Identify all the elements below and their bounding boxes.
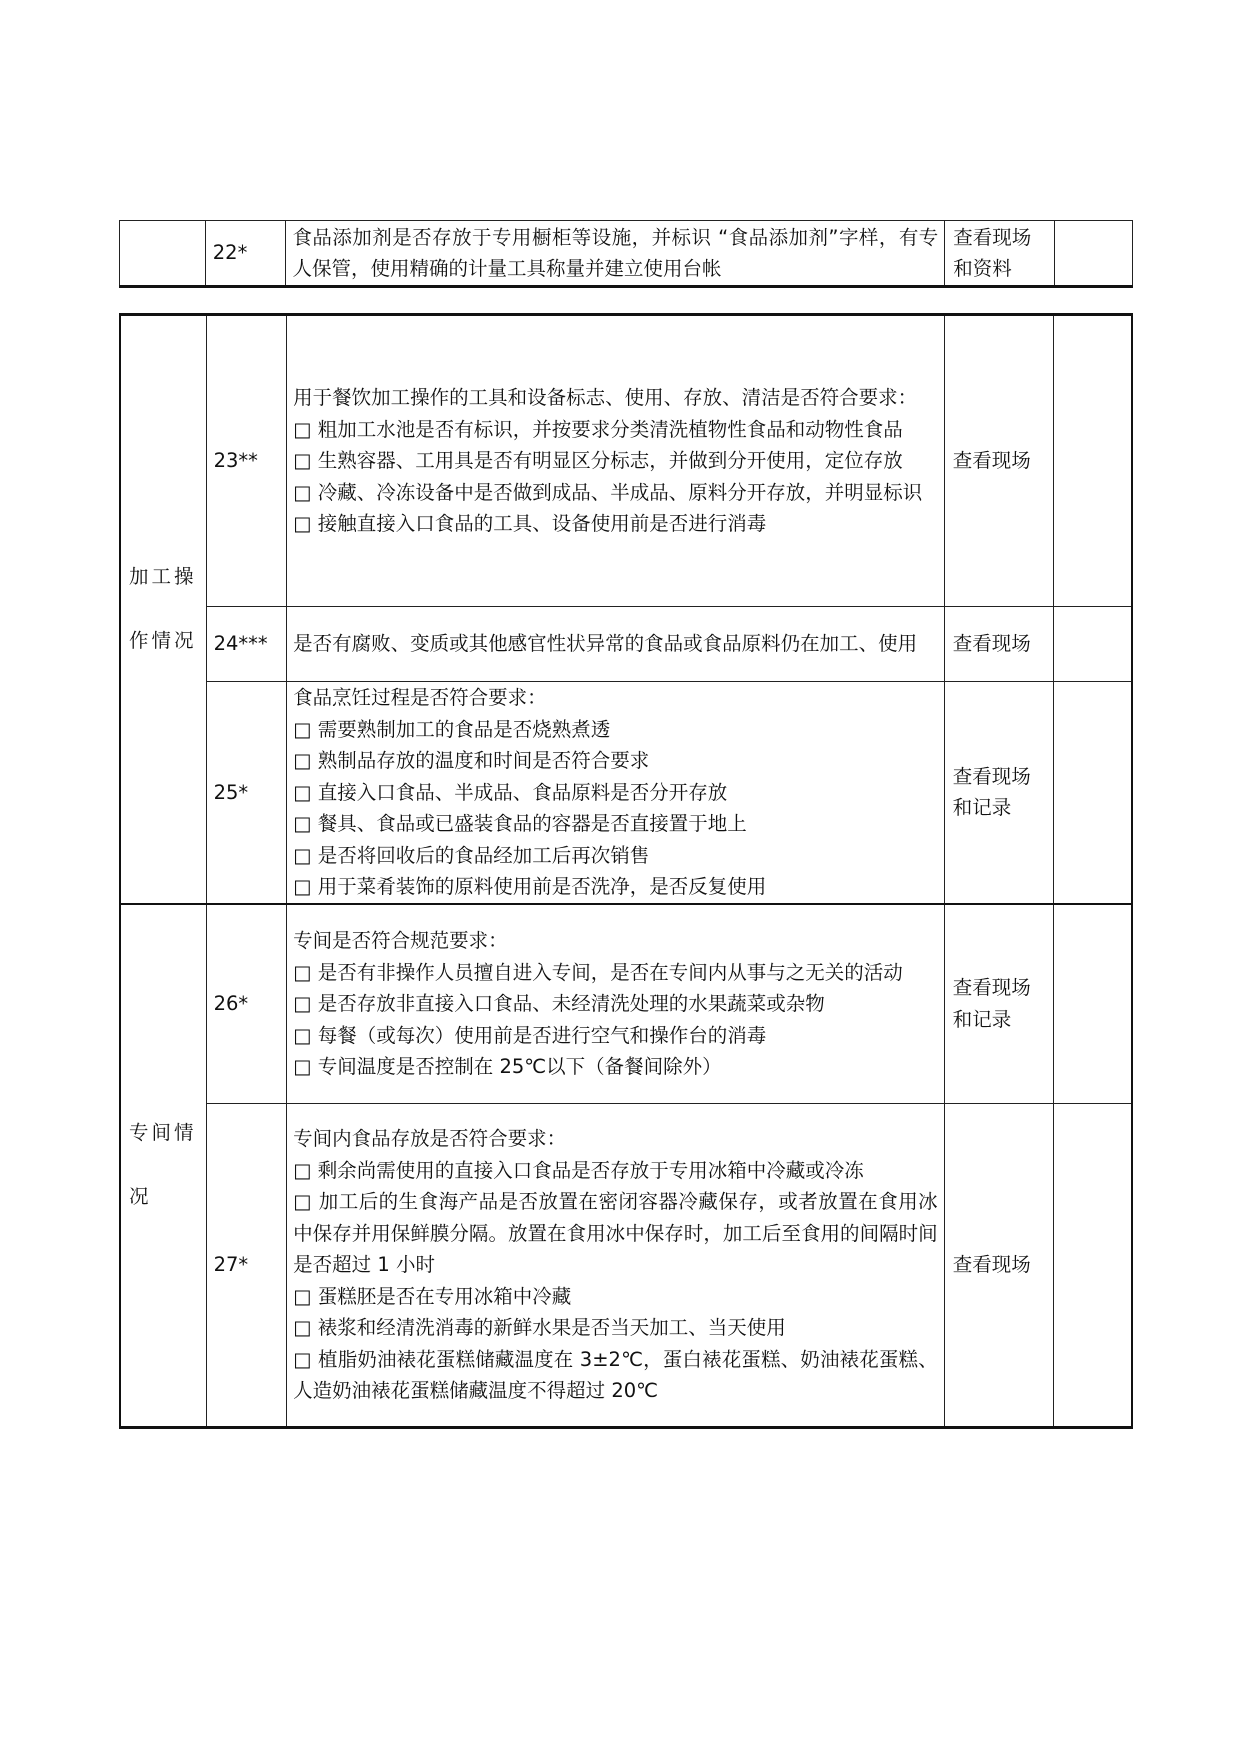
category-processing: 加工操作情况: [120, 315, 206, 904]
item-content: 食品添加剂是否存放于专用橱柜等设施，并标识 “食品添加剂”字样，有专人保管，使用精确的计量工具称量并建立使用台帐: [286, 221, 945, 287]
check-method: 查看现场: [944, 315, 1054, 607]
item-content: [287, 904, 945, 1104]
table-row: [120, 1104, 1132, 1428]
checkbox-item: □ 蛋糕胚是否在专用冰箱中冷藏: [293, 1284, 572, 1308]
checkbox-item: □ 剩余尚需使用的直接入口食品是否存放于专用冰箱中冷藏或冷冻: [293, 1158, 864, 1182]
item-heading: 用于餐饮加工操作的工具和设备标志、使用、存放、清洁是否符合要求：: [293, 386, 918, 410]
result-cell: [1054, 1104, 1132, 1428]
item-heading: 是否有腐败、变质或其他感官性状异常的食品或食品原料仍在加工、使用: [293, 632, 918, 656]
check-method: 查看现场和资料: [945, 221, 1055, 287]
item-number: 25*: [206, 682, 287, 904]
result-cell: [1055, 221, 1133, 287]
checkbox-item: □ 裱浆和经清洗消毒的新鲜水果是否当天加工、当天使用: [293, 1316, 786, 1340]
table-row: [120, 904, 1132, 1104]
checkbox-item: □ 粗加工水池是否有标识，并按要求分类清洗植物性食品和动物性食品: [293, 417, 903, 441]
check-method: 查看现场: [944, 607, 1054, 682]
checkbox-item: □ 是否有非操作人员擅自进入专间，是否在专间内从事与之无关的活动: [293, 960, 903, 984]
item-heading: 食品烹饪过程是否符合要求：: [293, 686, 547, 709]
item-content: [287, 682, 945, 904]
checkbox-item: □ 生熟容器、工用具是否有明显区分标志，并做到分开使用，定位存放: [293, 449, 903, 473]
item-content: [287, 1104, 945, 1428]
category-special-room: 专间情况: [120, 904, 206, 1428]
result-cell: [1054, 682, 1132, 904]
item-heading: 专间内食品存放是否符合要求：: [293, 1127, 567, 1151]
item-number: 23**: [206, 315, 287, 607]
check-method: 查看现场: [944, 1104, 1054, 1428]
checkbox-item: □ 专间温度是否控制在 25℃以下（备餐间除外）: [293, 1055, 722, 1078]
checkbox-item: □ 熟制品存放的温度和时间是否符合要求: [293, 749, 650, 772]
result-cell: [1054, 904, 1132, 1104]
check-method: 查看现场和记录: [944, 682, 1054, 904]
table-row: [120, 682, 1132, 904]
result-cell: [1054, 315, 1132, 607]
item-number: 26*: [206, 904, 287, 1104]
checkbox-item: □ 冷藏、冷冻设备中是否做到成品、半成品、原料分开存放，并明显标识: [293, 480, 923, 504]
checkbox-item: □ 需要熟制加工的食品是否烧熟煮透: [293, 717, 611, 741]
checkbox-item: □ 餐具、食品或已盛装食品的容器是否直接置于地上: [293, 812, 747, 835]
item-number: 24***: [206, 607, 287, 682]
category-cell: [120, 221, 206, 287]
checkbox-item: □ 加工后的生食海产品是否放置在密闭容器冷藏保存，或者放置在食用冰中保存并用保鲜膜分隔。放置在食用冰中保存时，加工后至食用的间隔时间是否超过 1 小时: [293, 1190, 938, 1277]
result-cell: [1054, 607, 1132, 682]
table-row: [120, 607, 1132, 682]
item-content: [287, 315, 945, 607]
item-number: 22*: [205, 221, 286, 287]
checkbox-item: □ 是否存放非直接入口食品、未经清洗处理的水果蔬菜或杂物: [293, 992, 825, 1015]
inspection-table-main: [119, 313, 1133, 1429]
checkbox-item: □ 用于菜肴装饰的原料使用前是否洗净，是否反复使用: [293, 875, 767, 898]
checkbox-item: □ 每餐（或每次）使用前是否进行空气和操作台的消毒: [293, 1023, 767, 1047]
item-content: [287, 607, 945, 682]
item-heading: 专间是否符合规范要求：: [293, 929, 508, 952]
check-method: 查看现场和记录: [944, 904, 1054, 1104]
checkbox-item: □ 接触直接入口食品的工具、设备使用前是否进行消毒: [293, 512, 767, 536]
table-row: [120, 315, 1132, 607]
checkbox-item: □ 直接入口食品、半成品、食品原料是否分开存放: [293, 780, 728, 804]
inspection-table-top: [119, 220, 1133, 288]
checkbox-item: □ 植脂奶油裱花蛋糕储藏温度在 3±2℃，蛋白裱花蛋糕、奶油裱花蛋糕、人造奶油裱花蛋糕储藏温度不得超过 20℃: [293, 1347, 938, 1403]
table-row: [120, 221, 1133, 287]
checkbox-item: □ 是否将回收后的食品经加工后再次销售: [293, 843, 650, 867]
item-number: 27*: [206, 1104, 287, 1428]
